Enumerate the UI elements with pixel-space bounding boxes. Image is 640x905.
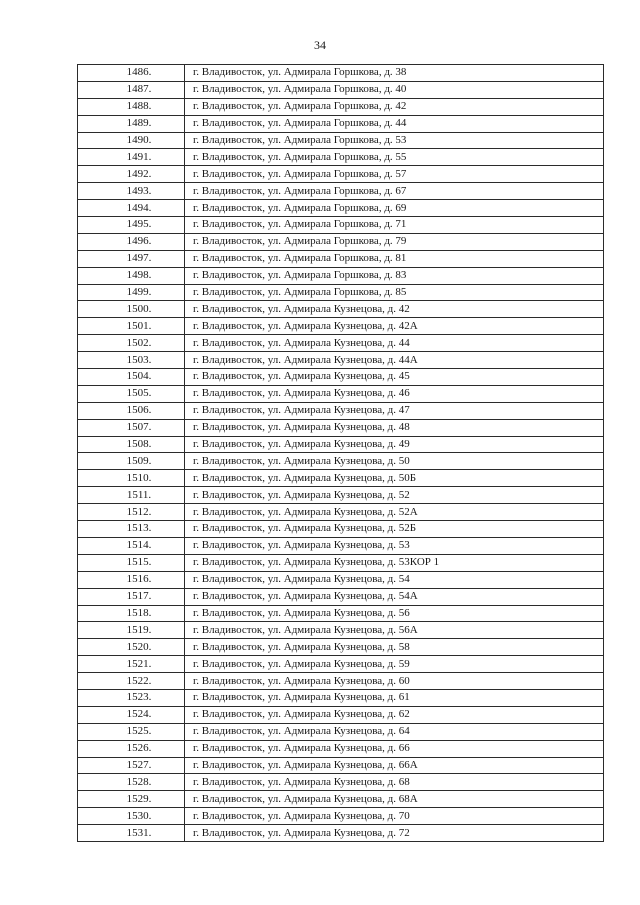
address-cell: г. Владивосток, ул. Адмирала Горшкова, д. 44	[185, 115, 604, 132]
row-number-cell	[78, 98, 185, 115]
row-number-cell	[78, 740, 185, 757]
table-row	[78, 217, 604, 234]
address-cell: г. Владивосток, ул. Адмирала Кузнецова, д. 49	[185, 436, 604, 453]
address-cell: г. Владивосток, ул. Адмирала Горшкова, д. 69	[185, 200, 604, 217]
table-row	[78, 250, 604, 267]
row-number-cell	[78, 706, 185, 723]
row-number-cell	[78, 689, 185, 706]
address-cell: г. Владивосток, ул. Адмирала Кузнецова, д. 54А	[185, 588, 604, 605]
row-number-cell	[78, 250, 185, 267]
row-number: 1527.	[126, 758, 152, 771]
row-number-cell	[78, 81, 185, 98]
address-cell: г. Владивосток, ул. Адмирала Кузнецова, д. 48	[185, 419, 604, 436]
table-row	[78, 521, 604, 538]
row-number: 1509.	[126, 454, 152, 467]
row-number-cell	[78, 808, 185, 825]
address-cell: г. Владивосток, ул. Адмирала Кузнецова, д. 52Б	[185, 521, 604, 538]
row-number-cell	[78, 487, 185, 504]
row-number: 1487.	[126, 83, 152, 96]
row-number: 1513.	[126, 522, 152, 535]
table-row	[78, 81, 604, 98]
row-number-cell	[78, 166, 185, 183]
row-number: 1521.	[126, 657, 152, 670]
address-cell: г. Владивосток, ул. Адмирала Кузнецова, д. 44А	[185, 352, 604, 369]
row-number: 1512.	[126, 505, 152, 518]
row-number: 1510.	[126, 471, 152, 484]
row-number: 1506.	[126, 404, 152, 417]
row-number: 1498.	[126, 269, 152, 282]
table-row	[78, 774, 604, 791]
row-number-cell	[78, 537, 185, 554]
address-cell: г. Владивосток, ул. Адмирала Кузнецова, д. 47	[185, 402, 604, 419]
table-row	[78, 537, 604, 554]
row-number: 1496.	[126, 235, 152, 248]
row-number-cell	[78, 301, 185, 318]
table-row	[78, 554, 604, 571]
row-number-cell	[78, 757, 185, 774]
row-number-cell	[78, 504, 185, 521]
address-cell: г. Владивосток, ул. Адмирала Кузнецова, д. 72	[185, 825, 604, 842]
table-row	[78, 571, 604, 588]
address-cell: г. Владивосток, ул. Адмирала Кузнецова, д. 42А	[185, 318, 604, 335]
address-cell: г. Владивосток, ул. Адмирала Кузнецова, д. 56	[185, 605, 604, 622]
row-number: 1519.	[126, 623, 152, 636]
row-number-cell	[78, 284, 185, 301]
table-row	[78, 166, 604, 183]
row-number-cell	[78, 673, 185, 690]
address-table	[77, 64, 604, 842]
address-cell: г. Владивосток, ул. Адмирала Кузнецова, д. 66	[185, 740, 604, 757]
table-row	[78, 352, 604, 369]
row-number-cell	[78, 605, 185, 622]
row-number-cell	[78, 639, 185, 656]
address-cell: г. Владивосток, ул. Адмирала Горшкова, д. 38	[185, 65, 604, 82]
table-row	[78, 183, 604, 200]
row-number: 1495.	[126, 218, 152, 231]
address-cell: г. Владивосток, ул. Адмирала Кузнецова, д. 62	[185, 706, 604, 723]
address-cell: г. Владивосток, ул. Адмирала Горшкова, д. 55	[185, 149, 604, 166]
table-row	[78, 588, 604, 605]
address-cell: г. Владивосток, ул. Адмирала Кузнецова, д. 42	[185, 301, 604, 318]
table-row	[78, 200, 604, 217]
row-number: 1518.	[126, 606, 152, 619]
row-number: 1530.	[126, 809, 152, 822]
row-number-cell	[78, 115, 185, 132]
address-cell: г. Владивосток, ул. Адмирала Кузнецова, д. 70	[185, 808, 604, 825]
table-row	[78, 284, 604, 301]
table-row	[78, 98, 604, 115]
row-number-cell	[78, 335, 185, 352]
table-row	[78, 301, 604, 318]
page-number: 34	[314, 38, 326, 52]
address-cell: г. Владивосток, ул. Адмирала Горшкова, д. 42	[185, 98, 604, 115]
table-row	[78, 453, 604, 470]
row-number: 1529.	[126, 792, 152, 805]
row-number: 1504.	[126, 370, 152, 383]
row-number-cell	[78, 622, 185, 639]
table-row	[78, 622, 604, 639]
row-number: 1508.	[126, 438, 152, 451]
row-number: 1507.	[126, 421, 152, 434]
row-number-cell	[78, 217, 185, 234]
row-number-cell	[78, 825, 185, 842]
row-number: 1516.	[126, 573, 152, 586]
row-number-cell	[78, 183, 185, 200]
row-number: 1523.	[126, 691, 152, 704]
address-cell: г. Владивосток, ул. Адмирала Кузнецова, д. 50	[185, 453, 604, 470]
row-number: 1525.	[126, 725, 152, 738]
table-row	[78, 436, 604, 453]
row-number: 1515.	[126, 556, 152, 569]
row-number-cell	[78, 267, 185, 284]
row-number: 1528.	[126, 775, 152, 788]
address-cell: г. Владивосток, ул. Адмирала Кузнецова, д. 58	[185, 639, 604, 656]
table-row	[78, 402, 604, 419]
table-row	[78, 723, 604, 740]
address-cell: г. Владивосток, ул. Адмирала Кузнецова, д. 66А	[185, 757, 604, 774]
address-cell: г. Владивосток, ул. Адмирала Кузнецова, д. 52А	[185, 504, 604, 521]
table-row	[78, 825, 604, 842]
row-number: 1497.	[126, 252, 152, 265]
table-row	[78, 132, 604, 149]
address-cell: г. Владивосток, ул. Адмирала Кузнецова, д. 44	[185, 335, 604, 352]
address-cell: г. Владивосток, ул. Адмирала Горшкова, д. 67	[185, 183, 604, 200]
row-number-cell	[78, 385, 185, 402]
address-cell: г. Владивосток, ул. Адмирала Горшкова, д. 83	[185, 267, 604, 284]
table-row	[78, 470, 604, 487]
row-number: 1500.	[126, 302, 152, 315]
address-cell: г. Владивосток, ул. Адмирала Кузнецова, д. 52	[185, 487, 604, 504]
table-row	[78, 419, 604, 436]
address-cell: г. Владивосток, ул. Адмирала Горшкова, д. 85	[185, 284, 604, 301]
address-cell: г. Владивосток, ул. Адмирала Кузнецова, д. 54	[185, 571, 604, 588]
row-number-cell	[78, 65, 185, 82]
row-number: 1491.	[126, 150, 152, 163]
address-cell: г. Владивосток, ул. Адмирала Кузнецова, д. 60	[185, 673, 604, 690]
row-number-cell	[78, 318, 185, 335]
row-number: 1494.	[126, 201, 152, 214]
row-number: 1526.	[126, 742, 152, 755]
row-number-cell	[78, 149, 185, 166]
address-cell: г. Владивосток, ул. Адмирала Кузнецова, д. 46	[185, 385, 604, 402]
row-number: 1486.	[126, 66, 152, 79]
row-number: 1492.	[126, 167, 152, 180]
table-row	[78, 233, 604, 250]
row-number: 1524.	[126, 708, 152, 721]
table-row	[78, 639, 604, 656]
address-cell: г. Владивосток, ул. Адмирала Кузнецова, д. 53	[185, 537, 604, 554]
address-cell: г. Владивосток, ул. Адмирала Горшкова, д. 40	[185, 81, 604, 98]
address-cell: г. Владивосток, ул. Адмирала Кузнецова, д. 68А	[185, 791, 604, 808]
table-row	[78, 740, 604, 757]
table-row	[78, 267, 604, 284]
table-row	[78, 335, 604, 352]
row-number-cell	[78, 554, 185, 571]
row-number-cell	[78, 571, 185, 588]
address-cell: г. Владивосток, ул. Адмирала Горшкова, д. 71	[185, 217, 604, 234]
row-number: 1505.	[126, 387, 152, 400]
address-cell: г. Владивосток, ул. Адмирала Кузнецова, д. 59	[185, 656, 604, 673]
address-cell: г. Владивосток, ул. Адмирала Кузнецова, д. 64	[185, 723, 604, 740]
row-number-cell	[78, 588, 185, 605]
table-row	[78, 656, 604, 673]
row-number-cell	[78, 436, 185, 453]
address-cell: г. Владивосток, ул. Адмирала Горшкова, д. 81	[185, 250, 604, 267]
row-number-cell	[78, 521, 185, 538]
row-number-cell	[78, 369, 185, 386]
table-row	[78, 689, 604, 706]
table-row	[78, 385, 604, 402]
row-number-cell	[78, 774, 185, 791]
row-number: 1531.	[126, 826, 152, 839]
table-row	[78, 149, 604, 166]
table-row	[78, 65, 604, 82]
row-number: 1501.	[126, 319, 152, 332]
row-number: 1489.	[126, 117, 152, 130]
table-row	[78, 605, 604, 622]
table-row	[78, 791, 604, 808]
row-number: 1502.	[126, 336, 152, 349]
row-number-cell	[78, 453, 185, 470]
table-row	[78, 369, 604, 386]
address-cell: г. Владивосток, ул. Адмирала Горшкова, д. 79	[185, 233, 604, 250]
row-number-cell	[78, 132, 185, 149]
row-number-cell	[78, 352, 185, 369]
row-number: 1488.	[126, 100, 152, 113]
row-number: 1520.	[126, 640, 152, 653]
row-number-cell	[78, 233, 185, 250]
row-number-cell	[78, 419, 185, 436]
address-cell: г. Владивосток, ул. Адмирала Кузнецова, д. 61	[185, 689, 604, 706]
table-row	[78, 757, 604, 774]
row-number: 1499.	[126, 286, 152, 299]
address-cell: г. Владивосток, ул. Адмирала Кузнецова, д. 50Б	[185, 470, 604, 487]
address-cell: г. Владивосток, ул. Адмирала Кузнецова, д. 53КОР 1	[185, 554, 604, 571]
row-number-cell	[78, 200, 185, 217]
address-cell: г. Владивосток, ул. Адмирала Горшкова, д. 53	[185, 132, 604, 149]
row-number-cell	[78, 470, 185, 487]
row-number-cell	[78, 791, 185, 808]
table-row	[78, 487, 604, 504]
table-row	[78, 115, 604, 132]
address-cell: г. Владивосток, ул. Адмирала Горшкова, д. 57	[185, 166, 604, 183]
row-number-cell	[78, 723, 185, 740]
table-row	[78, 318, 604, 335]
table-row	[78, 504, 604, 521]
table-row	[78, 808, 604, 825]
row-number-cell	[78, 656, 185, 673]
row-number: 1514.	[126, 539, 152, 552]
row-number: 1490.	[126, 134, 152, 146]
table-row	[78, 673, 604, 690]
row-number: 1493.	[126, 184, 152, 197]
row-number: 1517.	[126, 590, 152, 603]
address-cell: г. Владивосток, ул. Адмирала Кузнецова, д. 56А	[185, 622, 604, 639]
row-number: 1511.	[126, 488, 152, 501]
address-cell: г. Владивосток, ул. Адмирала Кузнецова, д. 68	[185, 774, 604, 791]
table-row	[78, 706, 604, 723]
row-number: 1522.	[126, 674, 152, 687]
row-number-cell	[78, 402, 185, 419]
address-cell: г. Владивосток, ул. Адмирала Кузнецова, д. 45	[185, 369, 604, 386]
table-body	[78, 65, 604, 842]
row-number: 1503.	[126, 353, 152, 366]
